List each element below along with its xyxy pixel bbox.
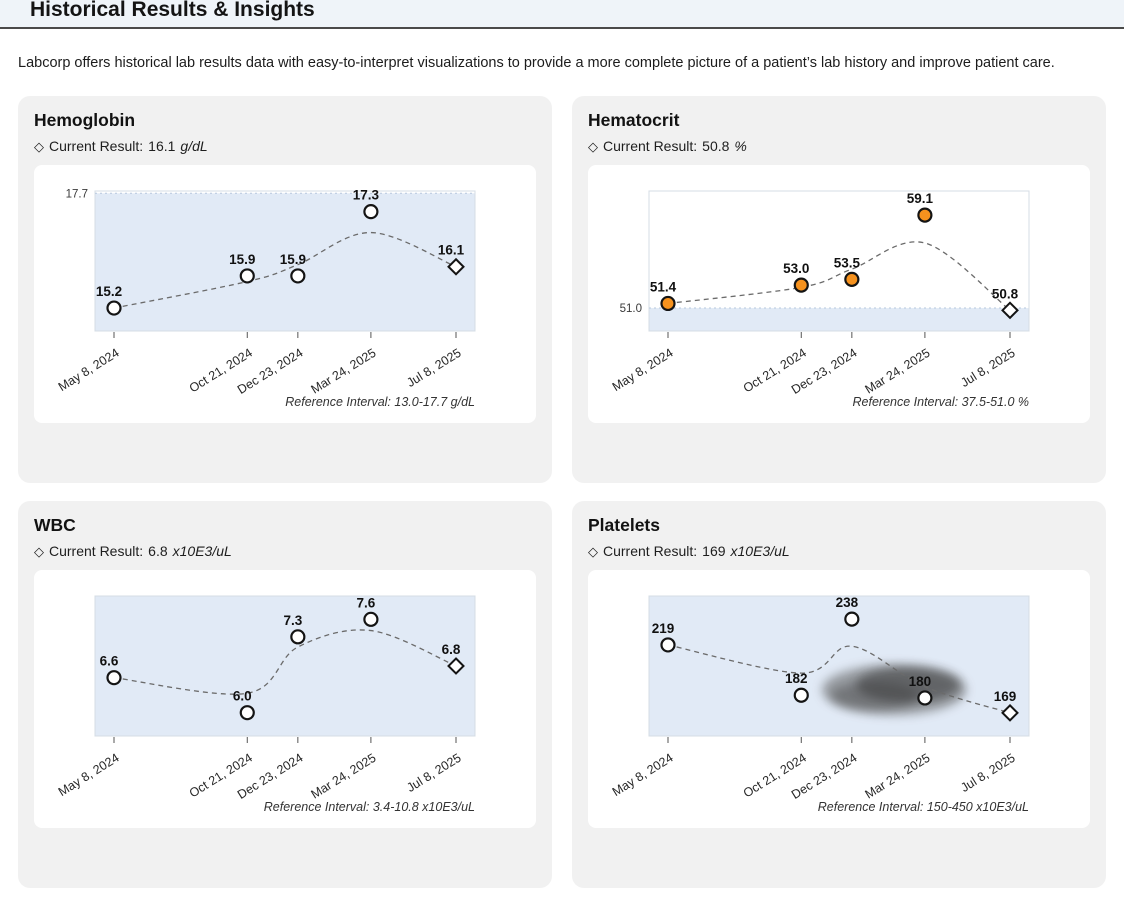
current-result-unit: g/dL xyxy=(180,137,208,154)
card-wbc xyxy=(18,501,552,888)
reference-interval-note: Reference Interval: 37.5-51.0 % xyxy=(852,394,1029,409)
diamond-icon: ◇ xyxy=(588,138,598,154)
trend-chart xyxy=(34,570,536,828)
current-result-label: Current Result: xyxy=(603,542,698,559)
card-hematocrit xyxy=(572,96,1106,483)
svg-text:219: 219 xyxy=(651,620,675,636)
svg-text:59.1: 59.1 xyxy=(906,190,934,206)
results-grid xyxy=(18,96,1106,888)
svg-text:Dec 23, 2024: Dec 23, 2024 xyxy=(788,345,860,397)
current-result-unit: x10E3/uL xyxy=(730,542,790,559)
current-result-value: 50.8 xyxy=(702,137,730,154)
current-result-label: Current Result: xyxy=(49,542,144,559)
svg-text:Jul 8, 2025: Jul 8, 2025 xyxy=(958,345,1018,390)
svg-text:Oct 21, 2024: Oct 21, 2024 xyxy=(740,750,809,801)
current-result xyxy=(34,138,536,155)
svg-text:51.4: 51.4 xyxy=(649,279,677,295)
current-result xyxy=(34,543,536,560)
current-result-unit: x10E3/uL xyxy=(172,542,232,559)
svg-text:15.9: 15.9 xyxy=(279,251,306,267)
chart-panel xyxy=(588,165,1090,423)
card-hemoglobin xyxy=(18,96,552,483)
svg-text:17.7: 17.7 xyxy=(65,187,88,200)
card-title: Hematocrit xyxy=(588,109,680,130)
svg-text:6.8: 6.8 xyxy=(441,641,461,657)
diamond-icon: ◇ xyxy=(34,138,44,154)
svg-text:53.0: 53.0 xyxy=(783,260,810,276)
card-title: WBC xyxy=(34,514,76,535)
current-result-value: 6.8 xyxy=(148,542,168,559)
current-result-label: Current Result: xyxy=(603,137,698,154)
svg-text:Jul 8, 2025: Jul 8, 2025 xyxy=(404,750,464,795)
svg-text:238: 238 xyxy=(835,594,859,610)
reference-interval-note: Reference Interval: 150-450 x10E3/uL xyxy=(817,799,1029,814)
trend-chart xyxy=(588,165,1090,423)
current-result xyxy=(588,138,1090,155)
svg-text:May 8, 2024: May 8, 2024 xyxy=(609,345,676,394)
card-platelets xyxy=(572,501,1106,888)
svg-text:Dec 23, 2024: Dec 23, 2024 xyxy=(788,750,860,802)
current-result-value: 16.1 xyxy=(148,137,176,154)
svg-text:Oct 21, 2024: Oct 21, 2024 xyxy=(740,345,809,396)
svg-text:182: 182 xyxy=(785,670,808,686)
svg-text:180: 180 xyxy=(908,673,932,689)
svg-text:May 8, 2024: May 8, 2024 xyxy=(609,750,676,799)
svg-text:Mar 24, 2025: Mar 24, 2025 xyxy=(308,345,379,397)
current-result-unit: % xyxy=(734,137,747,154)
svg-text:Oct 21, 2024: Oct 21, 2024 xyxy=(186,750,255,801)
page-title: Historical Results & Insights xyxy=(30,0,315,21)
svg-text:17.3: 17.3 xyxy=(352,187,380,203)
trend-chart xyxy=(34,165,536,423)
svg-text:51.0: 51.0 xyxy=(619,302,642,315)
svg-text:Mar 24, 2025: Mar 24, 2025 xyxy=(308,750,379,802)
svg-text:Mar 24, 2025: Mar 24, 2025 xyxy=(862,750,933,802)
current-result-value: 169 xyxy=(702,542,726,559)
chart-panel xyxy=(588,570,1090,828)
trend-chart xyxy=(588,570,1090,828)
svg-text:Jul 8, 2025: Jul 8, 2025 xyxy=(958,750,1018,795)
svg-text:Dec 23, 2024: Dec 23, 2024 xyxy=(234,345,306,397)
svg-text:7.6: 7.6 xyxy=(356,594,376,610)
chart-panel xyxy=(34,165,536,423)
card-title: Platelets xyxy=(588,514,660,535)
svg-text:Jul 8, 2025: Jul 8, 2025 xyxy=(404,345,464,390)
page-header xyxy=(0,0,1124,29)
svg-text:May 8, 2024: May 8, 2024 xyxy=(55,345,122,394)
svg-text:7.3: 7.3 xyxy=(283,612,303,628)
svg-text:53.5: 53.5 xyxy=(833,254,860,270)
svg-text:6.0: 6.0 xyxy=(232,688,252,704)
svg-text:Mar 24, 2025: Mar 24, 2025 xyxy=(862,345,933,397)
svg-text:16.1: 16.1 xyxy=(437,242,465,258)
svg-text:169: 169 xyxy=(993,688,1017,704)
reference-interval-note: Reference Interval: 3.4-10.8 x10E3/uL xyxy=(263,799,475,814)
svg-text:6.6: 6.6 xyxy=(99,653,119,669)
chart-panel xyxy=(34,570,536,828)
card-title: Hemoglobin xyxy=(34,109,136,130)
svg-text:50.8: 50.8 xyxy=(991,285,1019,301)
svg-text:15.2: 15.2 xyxy=(95,283,123,299)
svg-text:Dec 23, 2024: Dec 23, 2024 xyxy=(234,750,306,802)
diamond-icon: ◇ xyxy=(588,543,598,559)
current-result xyxy=(588,543,1090,560)
diamond-icon: ◇ xyxy=(34,543,44,559)
svg-text:May 8, 2024: May 8, 2024 xyxy=(55,750,122,799)
intro-text: Labcorp offers historical lab results data with easy-to-interpret visualizations to provide a more complete picture of a patient’s lab history and improve patient care. xyxy=(18,55,1055,71)
svg-text:Oct 21, 2024: Oct 21, 2024 xyxy=(186,345,255,396)
current-result-label: Current Result: xyxy=(49,137,144,154)
reference-interval-note: Reference Interval: 13.0-17.7 g/dL xyxy=(285,394,475,409)
svg-text:15.9: 15.9 xyxy=(229,251,256,267)
